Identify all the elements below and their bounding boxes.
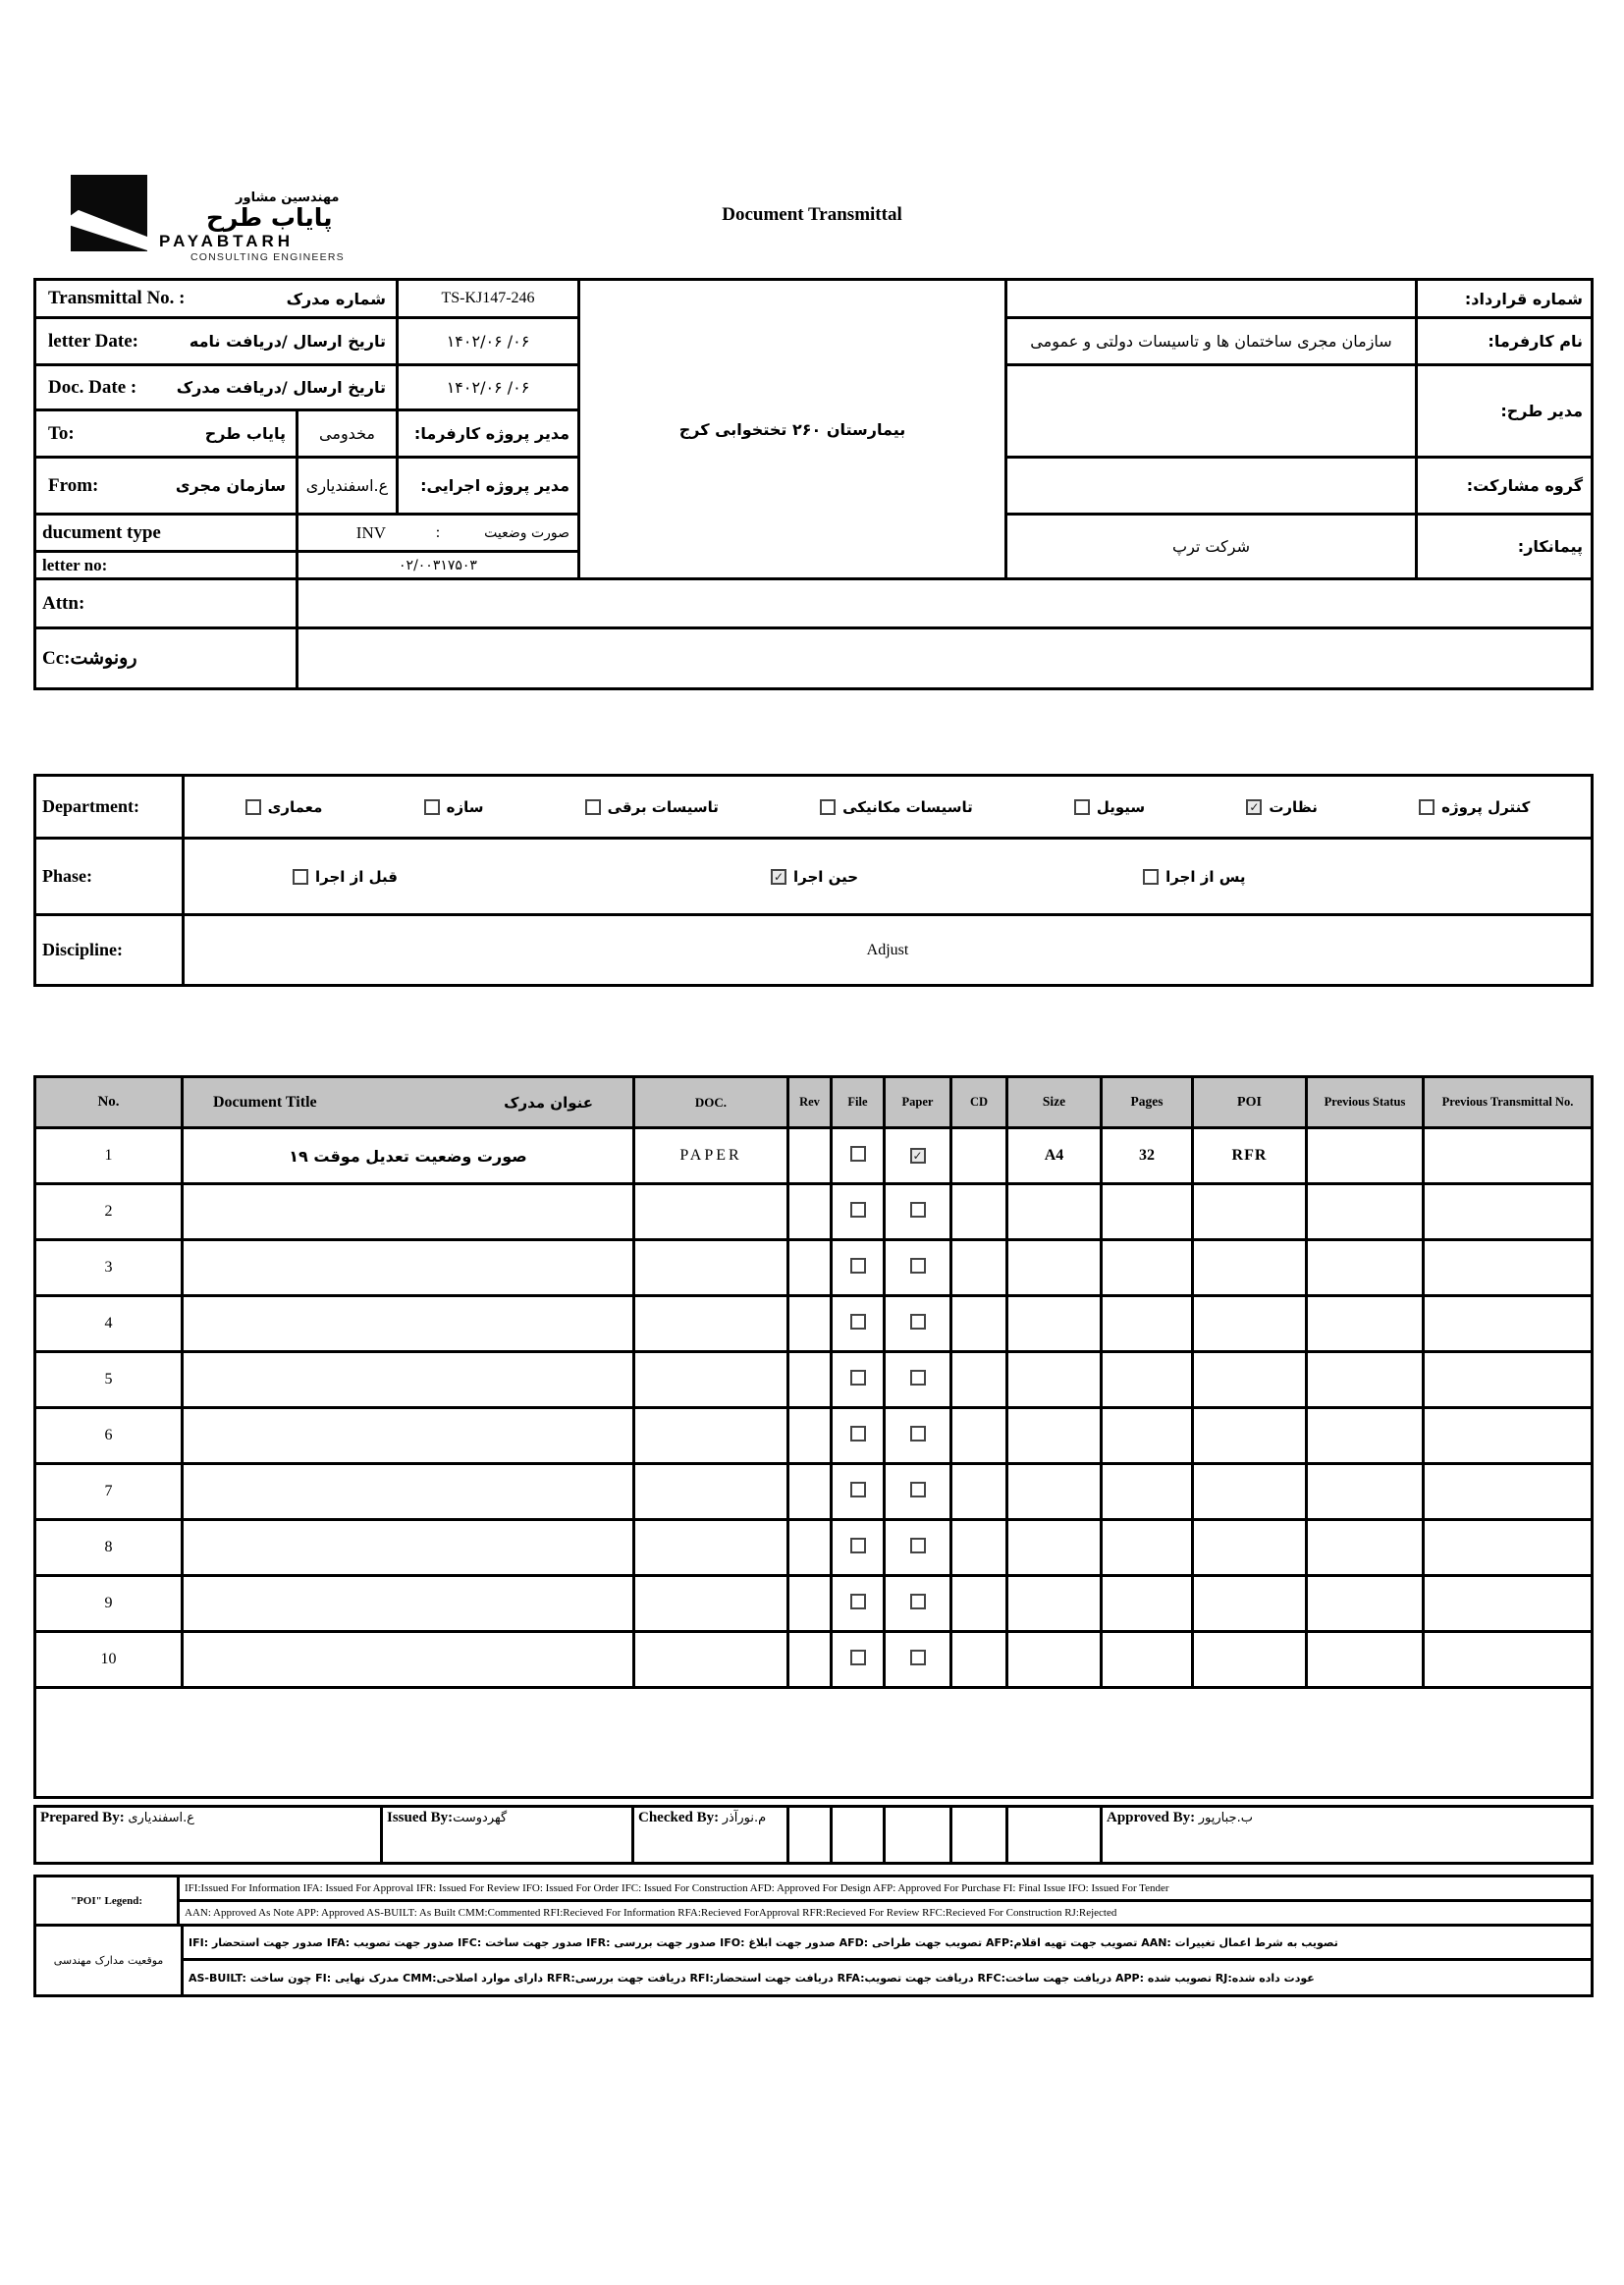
row-document-title — [183, 1576, 634, 1632]
option-checkbox[interactable] — [1419, 799, 1435, 815]
document-row — [35, 1296, 1593, 1352]
from-label: From: — [48, 474, 99, 496]
row-rev — [788, 1464, 832, 1520]
letter-date-label-cell — [35, 318, 398, 365]
row-document-title — [183, 1184, 634, 1240]
approved-by-name: ب.جبارپور — [1198, 1811, 1253, 1825]
row-pages — [1102, 1352, 1193, 1408]
row-no: 10 — [35, 1632, 183, 1688]
to-value: پایاب طرح — [204, 424, 286, 443]
attn-label-cell — [35, 579, 298, 628]
attn-label: Attn: — [42, 592, 85, 614]
option-label: حین اجرا — [792, 867, 859, 886]
row-file-cell — [832, 1128, 885, 1184]
discipline-label: Discipline: — [42, 940, 124, 959]
logo-fa-name: پایاب طرح — [206, 203, 333, 232]
poi-legend-line2: AAN: Approved As Note APP: Approved AS-BUILT: As Built CMM:Commented RFI:Recieved For Information RFA:Recieved ForApproval RFR:Recieved For Review RFC:Recieved For Construction RJ:Rejected — [179, 1901, 1593, 1926]
discipline-value: Adjust — [184, 915, 1593, 986]
page-title: Document Transmittal — [722, 204, 902, 225]
row-poi — [1193, 1576, 1307, 1632]
option-checkbox[interactable] — [771, 869, 786, 885]
paper-checkbox[interactable] — [910, 1426, 926, 1442]
row-cd — [951, 1632, 1007, 1688]
row-poi — [1193, 1296, 1307, 1352]
row-file-cell — [832, 1184, 885, 1240]
row-no: 2 — [35, 1184, 183, 1240]
row-paper-cell — [885, 1184, 951, 1240]
row-previous-status — [1307, 1408, 1424, 1464]
row-file-cell — [832, 1240, 885, 1296]
row-pages — [1102, 1576, 1193, 1632]
row-file-cell — [832, 1576, 885, 1632]
approved-by-cell — [1102, 1807, 1593, 1864]
department-option[interactable] — [820, 798, 973, 816]
option-label: تاسیسات برقی — [607, 797, 719, 816]
sig-file-cell — [832, 1807, 885, 1864]
file-checkbox[interactable] — [850, 1146, 866, 1162]
client-name-label: نام کارفرما: — [1417, 318, 1593, 365]
row-cd — [951, 1352, 1007, 1408]
contract-no-label: شماره قرارداد: — [1417, 280, 1593, 318]
logo-fa-tagline: مهندسین مشاور — [236, 190, 340, 205]
department-options — [185, 798, 1591, 816]
document-row — [35, 1408, 1593, 1464]
file-checkbox[interactable] — [850, 1538, 866, 1553]
from-value: سازمان مجری — [175, 476, 286, 495]
row-document-title — [183, 1352, 634, 1408]
letter-no-value: ۰۲/۰۰۳۱۷۵۰۳ — [298, 552, 579, 579]
row-no: 6 — [35, 1408, 183, 1464]
option-label: پس از اجرا — [1165, 867, 1246, 886]
fa-legend-line1: IFI: صدور جهت استحضار IFA: صدور جهت تصویب IFC: صدور جهت ساخت IFR: صدور جهت بررسی IFO: صدور جهت ابلاغ AFD: تصویب جهت طراحی AFP:تصویب جهت تهیه اقلام AAN: تصویب به شرط اعمال تغییرات — [183, 1926, 1593, 1960]
department-label: Department: — [42, 796, 139, 816]
paper-checkbox[interactable] — [910, 1258, 926, 1274]
row-doc-type — [634, 1464, 788, 1520]
poi-legend-line1: IFI:Issued For Information IFA: Issued For Approval IFR: Issued For Review IFO: Issued For Order IFC: Issued For Construction AFD: Approved For Design AFP: Approved For Purchase FI: Final Issue IFO: Issued For Tender — [179, 1877, 1593, 1901]
row-pages: 32 — [1102, 1128, 1193, 1184]
row-cd — [951, 1408, 1007, 1464]
sig-size-cell — [1007, 1807, 1102, 1864]
row-file-cell — [832, 1632, 885, 1688]
phase-options — [185, 868, 1591, 886]
doc-type-value-cell — [298, 515, 579, 552]
row-size — [1007, 1632, 1102, 1688]
col-header-title — [183, 1077, 634, 1128]
document-row — [35, 1128, 1593, 1184]
row-doc-type — [634, 1408, 788, 1464]
option-checkbox[interactable] — [1246, 799, 1262, 815]
col-header-pages: Pages — [1102, 1077, 1193, 1128]
row-rev — [788, 1128, 832, 1184]
exec-pm-label: مدیر پروژه اجرایی: — [398, 458, 579, 515]
poi-legend-label: "POI" Legend: — [35, 1877, 179, 1926]
row-document-title — [183, 1408, 634, 1464]
transmittal-no-value: TS-KJ147-246 — [398, 280, 579, 318]
design-manager-label: مدیر طرح: — [1417, 365, 1593, 458]
phase-option[interactable] — [771, 868, 858, 886]
department-option[interactable] — [1246, 798, 1318, 816]
document-row — [35, 1576, 1593, 1632]
fa-legend-label: موقعیت مدارک مهندسی — [35, 1926, 183, 1996]
row-document-title — [183, 1464, 634, 1520]
option-label: تاسیسات مکانیکی — [842, 797, 973, 816]
to-label: To: — [48, 422, 75, 444]
row-size — [1007, 1520, 1102, 1576]
row-document-title — [183, 1520, 634, 1576]
file-checkbox[interactable] — [850, 1314, 866, 1330]
file-checkbox[interactable] — [850, 1594, 866, 1609]
doc-date-label-fa: تاریخ ارسال /دریافت مدرک — [176, 378, 386, 397]
letter-date-label-fa: تاریخ ارسال /دریافت نامه — [189, 332, 386, 351]
row-paper-cell — [885, 1576, 951, 1632]
row-no: 3 — [35, 1240, 183, 1296]
contractor-value: شرکت ترپ — [1006, 515, 1417, 579]
row-cd — [951, 1464, 1007, 1520]
row-poi — [1193, 1240, 1307, 1296]
row-document-title: صورت وضعیت تعدیل موقت ۱۹ — [183, 1128, 634, 1184]
row-poi — [1193, 1520, 1307, 1576]
row-pages — [1102, 1184, 1193, 1240]
issued-by-name: گهردوست — [453, 1811, 508, 1825]
row-previous-status — [1307, 1632, 1424, 1688]
col-header-title-en: Document Title — [213, 1093, 317, 1111]
row-previous-status — [1307, 1520, 1424, 1576]
col-header-file: File — [832, 1077, 885, 1128]
checked-by-cell — [633, 1807, 788, 1864]
row-rev — [788, 1576, 832, 1632]
row-size — [1007, 1184, 1102, 1240]
col-header-prev-status: Previous Status — [1307, 1077, 1424, 1128]
col-header-poi: POI — [1193, 1077, 1307, 1128]
option-label: قبل از اجرا — [315, 867, 398, 886]
col-header-prev-transmittal: Previous Transmittal No. — [1424, 1077, 1593, 1128]
row-previous-status — [1307, 1352, 1424, 1408]
row-no: 5 — [35, 1352, 183, 1408]
row-cd — [951, 1296, 1007, 1352]
option-label: نظارت — [1269, 797, 1318, 816]
option-checkbox[interactable] — [585, 799, 601, 815]
row-rev — [788, 1632, 832, 1688]
transmittal-no-label-cell — [35, 280, 398, 318]
row-file-cell — [832, 1464, 885, 1520]
fa-legend-table — [33, 1924, 1594, 1997]
letter-date-label-en: letter Date: — [48, 330, 138, 352]
row-size — [1007, 1408, 1102, 1464]
paper-checkbox[interactable] — [910, 1538, 926, 1553]
row-doc-type — [634, 1184, 788, 1240]
prepared-by-cell — [35, 1807, 382, 1864]
row-poi — [1193, 1408, 1307, 1464]
phase-label: Phase: — [42, 866, 92, 886]
from-person: ع.اسفندیاری — [298, 458, 398, 515]
option-label: کنترل پروژه — [1441, 797, 1531, 816]
signatures-row — [33, 1805, 1594, 1865]
option-checkbox[interactable] — [245, 799, 261, 815]
contractor-label: پیمانکار: — [1417, 515, 1593, 579]
option-label: معماری — [267, 797, 323, 816]
col-header-rev: Rev — [788, 1077, 832, 1128]
row-previous-status — [1307, 1464, 1424, 1520]
document-row — [35, 1240, 1593, 1296]
row-cd — [951, 1576, 1007, 1632]
doc-date-label-cell — [35, 365, 398, 410]
poi-legend-table — [33, 1875, 1594, 1927]
department-option[interactable] — [1419, 798, 1530, 816]
row-size — [1007, 1464, 1102, 1520]
row-previous-transmittal-no — [1424, 1576, 1593, 1632]
col-header-cd: CD — [951, 1077, 1007, 1128]
transmittal-no-label-fa: شماره مدرک — [286, 289, 386, 308]
document-row — [35, 1632, 1593, 1688]
prepared-by-label: Prepared By: — [40, 1810, 125, 1825]
department-option[interactable] — [245, 798, 323, 816]
doc-type-value-en: INV — [355, 522, 386, 542]
row-previous-status — [1307, 1240, 1424, 1296]
row-cd — [951, 1128, 1007, 1184]
row-previous-transmittal-no — [1424, 1352, 1593, 1408]
issued-by-label: Issued By: — [387, 1810, 454, 1825]
fa-legend-line2: AS-BUILT: چون ساخت FI: مدرک نهایی CMM:دارای موارد اصلاحی RFR:دریافت جهت بررسی RFI:دریافت جهت استحضار RFA:دریافت جهت تصویب RFC:دریافت جهت ساخت APP: تصویب شده RJ:عودت داده شده — [183, 1960, 1593, 1996]
paper-checkbox[interactable] — [910, 1482, 926, 1497]
doc-type-colon: : — [435, 523, 441, 541]
paper-checkbox[interactable] — [910, 1650, 926, 1665]
logo-en-subtitle: CONSULTING ENGINEERS — [190, 251, 345, 263]
file-checkbox[interactable] — [850, 1202, 866, 1218]
row-previous-status — [1307, 1128, 1424, 1184]
notes-empty-area — [35, 1688, 1593, 1798]
row-doc-type — [634, 1520, 788, 1576]
sig-rev-cell — [788, 1807, 832, 1864]
row-poi — [1193, 1632, 1307, 1688]
option-checkbox[interactable] — [1074, 799, 1090, 815]
document-row — [35, 1520, 1593, 1576]
department-option[interactable] — [585, 798, 719, 816]
row-no: 8 — [35, 1520, 183, 1576]
phase-label-cell — [35, 839, 184, 915]
letter-no-label: letter no: — [42, 555, 108, 574]
doc-date-value: ۱۴۰۲/۰۶ /۰۶ — [398, 365, 579, 410]
row-previous-transmittal-no — [1424, 1296, 1593, 1352]
partnership-value — [1006, 458, 1417, 515]
doc-date-label-en: Doc. Date : — [48, 376, 137, 398]
row-previous-transmittal-no — [1424, 1520, 1593, 1576]
design-manager-value — [1006, 365, 1417, 458]
row-rev — [788, 1296, 832, 1352]
row-pages — [1102, 1408, 1193, 1464]
sig-cd-cell — [951, 1807, 1007, 1864]
row-document-title — [183, 1296, 634, 1352]
col-header-title-fa: عنوان مدرک — [504, 1093, 593, 1112]
row-previous-transmittal-no — [1424, 1240, 1593, 1296]
contract-no-value — [1006, 280, 1417, 318]
row-file-cell — [832, 1296, 885, 1352]
row-doc-type — [634, 1352, 788, 1408]
letter-no-label-cell — [35, 552, 298, 579]
row-doc-type — [634, 1632, 788, 1688]
col-header-paper: Paper — [885, 1077, 951, 1128]
logo-en-name: PAYABTARH — [159, 232, 295, 250]
row-size — [1007, 1576, 1102, 1632]
paper-checkbox[interactable] — [910, 1370, 926, 1386]
row-no: 4 — [35, 1296, 183, 1352]
row-doc-type — [634, 1240, 788, 1296]
row-poi — [1193, 1184, 1307, 1240]
row-doc-type — [634, 1296, 788, 1352]
approved-by-label: Approved By: — [1107, 1810, 1196, 1825]
paper-checkbox[interactable] — [910, 1594, 926, 1609]
department-option[interactable] — [1074, 798, 1145, 816]
department-options-cell — [184, 776, 1593, 839]
row-cd — [951, 1240, 1007, 1296]
discipline-label-cell — [35, 915, 184, 986]
classification-table — [33, 774, 1594, 987]
transmittal-no-label-en: Transmittal No. : — [48, 288, 186, 308]
cc-value — [298, 628, 1593, 689]
row-pages — [1102, 1240, 1193, 1296]
row-paper-cell — [885, 1632, 951, 1688]
file-checkbox[interactable] — [850, 1258, 866, 1274]
option-checkbox[interactable] — [820, 799, 836, 815]
file-checkbox[interactable] — [850, 1370, 866, 1386]
row-paper-cell — [885, 1464, 951, 1520]
file-checkbox[interactable] — [850, 1482, 866, 1497]
paper-checkbox[interactable] — [910, 1314, 926, 1330]
phase-options-cell — [184, 839, 1593, 915]
col-header-doc: DOC. — [634, 1077, 788, 1128]
row-document-title — [183, 1240, 634, 1296]
row-no: 9 — [35, 1576, 183, 1632]
document-row — [35, 1352, 1593, 1408]
letter-date-value: ۱۴۰۲/۰۶ /۰۶ — [398, 318, 579, 365]
row-cd — [951, 1520, 1007, 1576]
phase-option[interactable] — [1143, 868, 1245, 886]
client-pm-label: مدیر پروژه کارفرما: — [398, 410, 579, 458]
row-rev — [788, 1520, 832, 1576]
document-row — [35, 1464, 1593, 1520]
row-previous-status — [1307, 1576, 1424, 1632]
row-pages — [1102, 1464, 1193, 1520]
row-size: A4 — [1007, 1128, 1102, 1184]
row-previous-status — [1307, 1184, 1424, 1240]
paper-checkbox[interactable] — [910, 1202, 926, 1218]
option-checkbox[interactable] — [424, 799, 440, 815]
option-checkbox[interactable] — [293, 869, 308, 885]
row-pages — [1102, 1296, 1193, 1352]
row-no: 7 — [35, 1464, 183, 1520]
file-checkbox[interactable] — [850, 1650, 866, 1665]
row-previous-transmittal-no — [1424, 1128, 1593, 1184]
row-rev — [788, 1240, 832, 1296]
paper-checkbox[interactable] — [910, 1148, 926, 1164]
to-person: مخدومی — [298, 410, 398, 458]
phase-option[interactable] — [293, 868, 398, 886]
row-pages — [1102, 1632, 1193, 1688]
sig-paper-cell — [885, 1807, 951, 1864]
from-cell — [35, 458, 298, 515]
row-doc-type — [634, 1576, 788, 1632]
col-header-size: Size — [1007, 1077, 1102, 1128]
row-poi — [1193, 1464, 1307, 1520]
prepared-by-name: ع.اسفندیاری — [128, 1811, 195, 1825]
col-header-no: No. — [35, 1077, 183, 1128]
file-checkbox[interactable] — [850, 1426, 866, 1442]
checked-by-label: Checked By: — [638, 1810, 720, 1825]
cc-label: Cc:رونوشت — [42, 648, 137, 669]
row-file-cell — [832, 1408, 885, 1464]
issued-by-cell — [382, 1807, 633, 1864]
doc-type-label-cell — [35, 515, 298, 552]
row-paper-cell — [885, 1520, 951, 1576]
row-previous-transmittal-no — [1424, 1184, 1593, 1240]
option-checkbox[interactable] — [1143, 869, 1159, 885]
partnership-label: گروه مشارکت: — [1417, 458, 1593, 515]
documents-table — [33, 1075, 1594, 1799]
doc-type-value-fa: صورت وضعیت — [484, 524, 570, 541]
department-label-cell — [35, 776, 184, 839]
department-option[interactable] — [424, 798, 484, 816]
row-rev — [788, 1352, 832, 1408]
row-size — [1007, 1296, 1102, 1352]
cc-label-cell — [35, 628, 298, 689]
row-doc-type: PAPER — [634, 1128, 788, 1184]
row-paper-cell — [885, 1128, 951, 1184]
to-cell — [35, 410, 298, 458]
row-document-title — [183, 1632, 634, 1688]
row-rev — [788, 1184, 832, 1240]
row-previous-status — [1307, 1296, 1424, 1352]
row-size — [1007, 1240, 1102, 1296]
attn-value — [298, 579, 1593, 628]
project-name: بیمارستان ۲۶۰ تختخوابی کرج — [579, 280, 1006, 579]
row-pages — [1102, 1520, 1193, 1576]
row-paper-cell — [885, 1240, 951, 1296]
row-size — [1007, 1352, 1102, 1408]
row-paper-cell — [885, 1408, 951, 1464]
checked-by-name: م.نورآذر — [722, 1811, 767, 1825]
row-file-cell — [832, 1520, 885, 1576]
transmittal-info-table — [33, 278, 1594, 690]
row-file-cell — [832, 1352, 885, 1408]
row-previous-transmittal-no — [1424, 1464, 1593, 1520]
document-row — [35, 1184, 1593, 1240]
option-label: سیویل — [1096, 797, 1146, 816]
option-label: سازه — [446, 797, 484, 816]
doc-type-label: ducument type — [42, 521, 161, 543]
row-paper-cell — [885, 1296, 951, 1352]
row-previous-transmittal-no — [1424, 1408, 1593, 1464]
row-poi — [1193, 1352, 1307, 1408]
row-paper-cell — [885, 1352, 951, 1408]
row-no: 1 — [35, 1128, 183, 1184]
row-previous-transmittal-no — [1424, 1632, 1593, 1688]
row-cd — [951, 1184, 1007, 1240]
row-rev — [788, 1408, 832, 1464]
row-poi: RFR — [1193, 1128, 1307, 1184]
client-name-value: سازمان مجری ساختمان ها و تاسیسات دولتی و عمومی — [1006, 318, 1417, 365]
